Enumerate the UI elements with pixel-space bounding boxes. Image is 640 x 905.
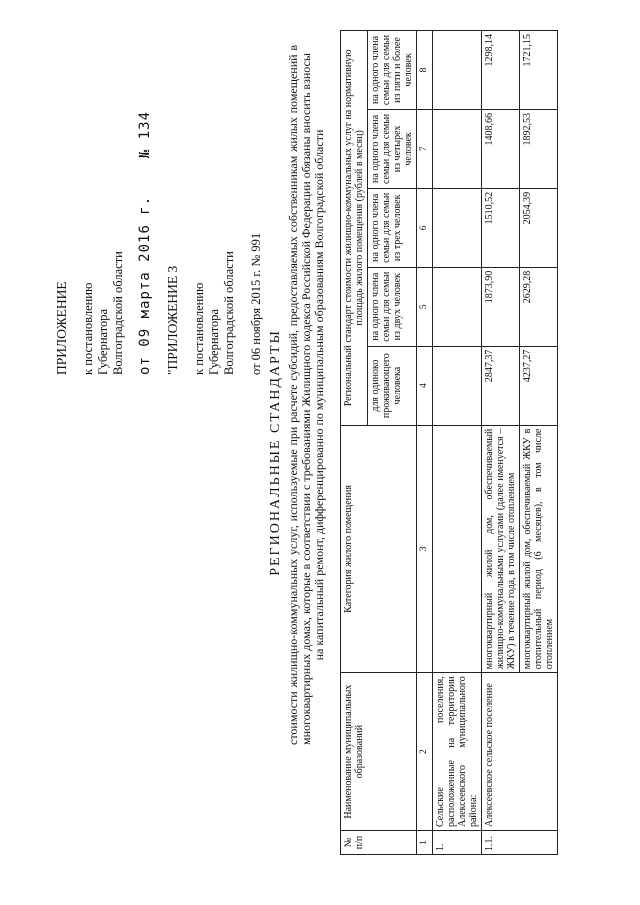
header-no: № п/п — [341, 831, 417, 855]
appendix-label: ПРИЛОЖЕНИЕ — [54, 281, 69, 375]
value-cell: 1721,15 — [520, 31, 558, 110]
number-prefix: № — [137, 148, 153, 159]
housing-category: многоквартирный жилой дом, обеспечиваемый жилищно-коммунальными услугами (далее именуется – ЖКУ) в течение года, в том числе отоплением — [482, 425, 520, 673]
header-category: Категория жилого помещения — [341, 425, 417, 673]
resolution-header — [54, 15, 264, 375]
column-number: 3 — [417, 425, 433, 673]
municipality-name: Алексеевское сельское поселение — [482, 673, 558, 831]
row-number: 1.1. — [482, 831, 558, 855]
value-cell: 1510,52 — [482, 188, 520, 267]
standards-table — [340, 30, 558, 855]
header-family-2: на одного члена семьи для семьи из двух человек — [368, 267, 417, 346]
region-label: Волгоградской области — [111, 251, 125, 375]
value-cell: 4237,27 — [520, 346, 558, 425]
preamble-last-line: на капитальный ремонт, дифференцированно по муниципальным образованиям Волгоградской области — [312, 129, 326, 661]
column-number: 8 — [417, 31, 433, 110]
header-family-4: на одного члена семьи для семьи из четырех человек — [368, 109, 417, 188]
governor-label-2: Губернатора — [207, 308, 221, 375]
preamble-text: стоимости жилищно-коммунальных услуг, используемые при расчете субсидий, предоставляемых собственникам жилых помещений в многоквартирных домах, которые в соответствии с требованиями Жилищного кодекса Российской Федерации обязаны вносить взносы — [286, 45, 313, 745]
region-label-2: Волгоградской области — [222, 251, 236, 375]
table-row — [433, 31, 482, 855]
appendix3-label: "ПРИЛОЖЕНИЕ 3 — [165, 265, 180, 375]
header-single: для одиноко проживающего человека — [368, 346, 417, 425]
table-row — [482, 31, 520, 855]
to-resolution-label-2: к постановлению — [192, 282, 206, 375]
column-number: 6 — [417, 188, 433, 267]
header-standard: Региональный стандарт стоимости жилищно-коммунальных услуг на нормативную площадь жилого помещения (рублей в месяц) — [341, 31, 368, 426]
preamble — [287, 45, 326, 745]
value-cell: 1298,14 — [482, 31, 520, 110]
header-family-3: на одного члена семьи для семьи из трех человек — [368, 188, 417, 267]
value-cell: 1892,53 — [520, 109, 558, 188]
column-number: 4 — [417, 346, 433, 425]
value-cell: 2847,37 — [482, 346, 520, 425]
header-municipality: Наименование муниципальных образований — [341, 673, 417, 831]
housing-category: многоквартирный жилой дом, обеспечиваемый ЖКУ в отопительный период (6 месяцев), в том числе отоплением — [520, 425, 558, 673]
column-number-row — [417, 31, 433, 855]
value-cell: 1873,90 — [482, 267, 520, 346]
municipality-name: Сельские поселения, расположенные на территории Алексеевского муниципального района: — [433, 673, 482, 831]
document-title: РЕГИОНАЛЬНЫЕ СТАНДАРТЫ — [268, 329, 283, 576]
column-number: 1 — [417, 831, 433, 855]
value-cell: 2054,39 — [520, 188, 558, 267]
date-prefix: от — [137, 356, 153, 375]
row-number: 1. — [433, 831, 482, 855]
value-cell: 2629,28 — [520, 267, 558, 346]
resolution-date-line — [138, 15, 153, 375]
resolution-date: 09 марта 2016 г. — [137, 195, 153, 347]
value-cell: 1408,66 — [482, 109, 520, 188]
column-number: 7 — [417, 109, 433, 188]
governor-label: Губернатора — [96, 308, 110, 375]
original-resolution-date: от 06 ноября 2015 г. № 991 — [249, 232, 263, 375]
table-header-row — [341, 31, 368, 855]
to-resolution-label: к постановлению — [81, 282, 95, 375]
header-family-5: на одного члена семьи для семьи из пяти и более человек — [368, 31, 417, 110]
column-number: 5 — [417, 267, 433, 346]
resolution-number: 134 — [137, 110, 153, 140]
column-number: 2 — [417, 673, 433, 831]
